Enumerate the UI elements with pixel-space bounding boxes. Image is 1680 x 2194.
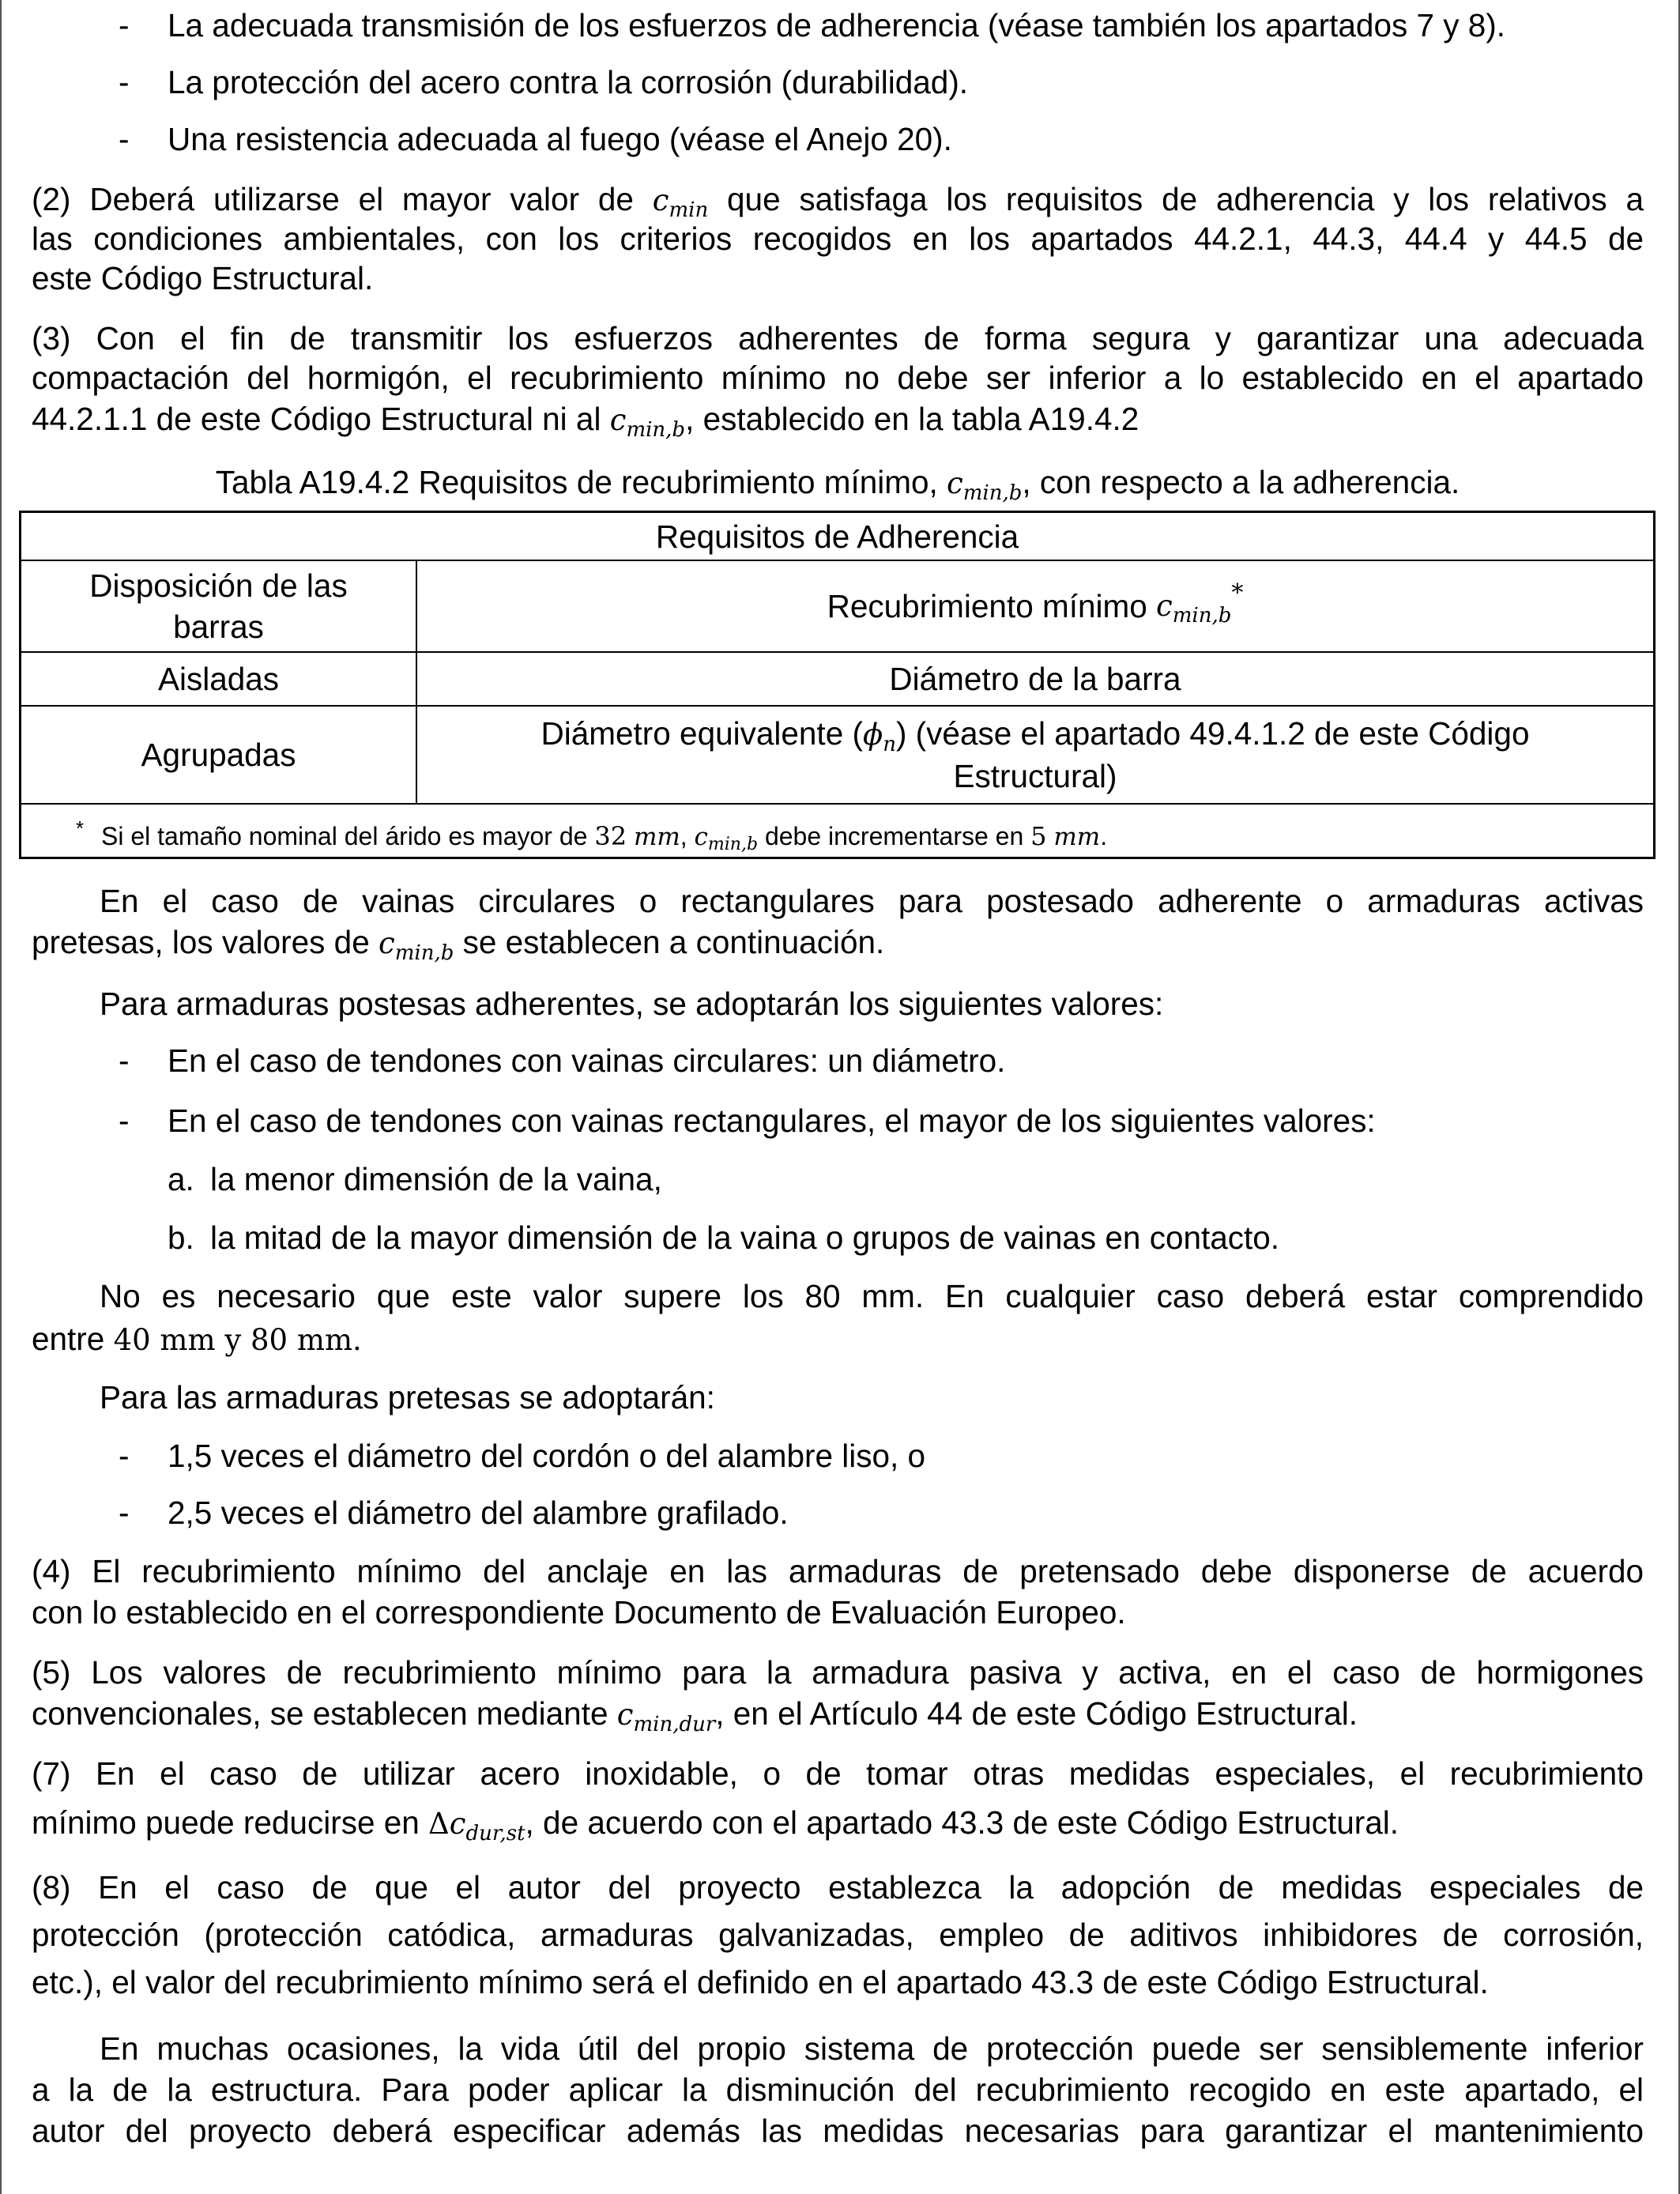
symbol-c-min-b: $c_{min,b}$ [609, 403, 686, 442]
intro-bullet-2: La protección del acero contra la corrosión (durabilidad). [168, 64, 969, 100]
paragraph-3-line-3: 44.2.1.1 de este Código Estructural ni al $c_{min,b}$, establecido en la tabla A19.4.2 [32, 401, 1139, 442]
table-footnote-mark: * [76, 816, 85, 840]
paragraph-8-line-1: (8) En el caso de que el autor del proyecto establezca la adopción de medidas especiales de [32, 1869, 1644, 1906]
paragraph-5-line-2: convencionales, se establecen mediante $c_{min,dur}$, en el Artículo 44 de este Código Estructural. [32, 1695, 1358, 1736]
last-paragraph-line-1: En muchas ocasiones, la vida útil del propio sistema de protección puede ser sensiblemente inferior [100, 2030, 1644, 2067]
bullet-dash: - [119, 1495, 130, 1531]
post-tensioned-intro: Para armaduras postesas adherentes, se adoptarán los siguientes valores: [100, 986, 1164, 1022]
paragraph-7-line-2: mínimo puede reducirse en $\Delta c_{dur,st}$, de acuerdo con el apartado 43.3 de este Código Estructural. [32, 1804, 1399, 1845]
intro-bullet-3: Una resistencia adecuada al fuego (véase el Anejo 20). [168, 121, 952, 157]
symbol-phi-n: $\phi_n$ [862, 718, 896, 756]
post-tensioned-bullet-1: En el caso de tendones con vainas circulares: un diámetro. [168, 1042, 1006, 1079]
table-rule [19, 803, 1655, 805]
paragraph-3-line-2: compactación del hormigón, el recubrimiento mínimo no debe ser inferior a lo establecido en el apartado [32, 360, 1644, 396]
limit-paragraph-line-2: entre 40 mm y 80 mm. [32, 1321, 362, 1357]
ducts-paragraph-line-1: En el caso de vainas circulares o rectangulares para postesado adherente o armaduras activas [100, 883, 1644, 919]
symbol-c-min-b: $c_{min,b}$ [947, 466, 1023, 505]
paragraph-8-line-2: protección (protección catódica, armaduras galvanizadas, empleo de aditivos inhibidores de corrosión, [32, 1917, 1644, 1953]
bullet-dash: - [119, 7, 130, 43]
table-caption: Tabla A19.4.2 Requisitos de recubrimiento mínimo, $c_{min,b}$, con respecto a la adherencia. [215, 464, 1460, 505]
pre-tensioned-intro: Para las armaduras pretesas se adoptarán: [100, 1379, 715, 1416]
paragraph-7-line-1: (7) En el caso de utilizar acero inoxidable, o de tomar otras medidas especiales, el recubrimiento [32, 1755, 1644, 1792]
bullet-dash: - [119, 64, 130, 100]
table-header-cover: Recubrimiento mínimo $c_{min,b}$ * [827, 579, 1244, 628]
sub-item-text: la mitad de la mayor dimensión de la vaina o grupos de vainas en contacto. [210, 1220, 1280, 1256]
sub-item-label: a. [168, 1161, 194, 1197]
paragraph-8-line-3: etc.), el valor del recubrimiento mínimo será el definido en el apartado 43.3 de este Código Estructural. [32, 1964, 1489, 2000]
bullet-dash: - [119, 1103, 130, 1139]
pre-tensioned-bullet-2: 2,5 veces el diámetro del alambre grafilado. [168, 1495, 789, 1531]
table-border-bottom [19, 857, 1655, 859]
table-row-isolated-disposition: Aisladas [157, 661, 280, 697]
last-paragraph-line-2: a la de la estructura. Para poder aplicar la disminución del recubrimiento recogido en este apartado, el [32, 2071, 1644, 2108]
ducts-paragraph-line-2: pretesas, los valores de $c_{min,b}$ se establecen a continuación. [32, 924, 885, 965]
paragraph-3-line-1: (3) Con el fin de transmitir los esfuerzos adherentes de forma segura y garantizar una adecuada [32, 320, 1644, 356]
pre-tensioned-bullet-1: 1,5 veces el diámetro del cordón o del alambre liso, o [168, 1438, 926, 1474]
last-paragraph-line-3: autor del proyecto deberá especificar además las medidas necesarias para garantizar el mantenimiento [32, 2113, 1644, 2149]
bullet-dash: - [119, 1042, 130, 1079]
symbol-c-min: $c_{min}$ [652, 183, 709, 222]
table-header-disposition: Disposición de las barras [89, 567, 348, 645]
paragraph-2-line-2: las condiciones ambientales, con los criterios recogidos en los apartados 44.2.1, 44.3, 44.4 y 44.5 de [32, 221, 1644, 257]
paragraph-2-line-3: este Código Estructural. [32, 260, 374, 296]
paragraph-4-line-1: (4) El recubrimiento mínimo del anclaje en las armaduras de pretensado debe disponerse de acuerdo [32, 1553, 1644, 1589]
table-row-grouped-disposition: Agrupadas [141, 737, 296, 773]
limit-paragraph-line-1: No es necesario que este valor supere los 80 mm. En cualquier caso deberá estar comprendido [100, 1278, 1644, 1314]
page-left-edge [0, 0, 2, 2194]
table-row-grouped-cover: Diámetro equivalente $(\phi_n)$ (véase el apartado 49.4.1.2 de este Código Estructural) [541, 715, 1530, 794]
paragraph-2-line-1: (2) Deberá utilizarse el mayor valor de $c_{min}$ que satisfaga los requisitos de adherencia y los relativos a [32, 181, 1644, 222]
bullet-dash: - [119, 1438, 130, 1474]
table-border-right [1653, 511, 1656, 859]
paragraph-5-line-1: (5) Los valores de recubrimiento mínimo para la armadura pasiva y activa, en el caso de hormigones [32, 1654, 1644, 1691]
table-row-isolated-cover: Diámetro de la barra [889, 661, 1181, 697]
symbol-delta-c-dur-st: $\Delta c_{dur,st}$ [428, 1807, 525, 1845]
symbol-c-min-dur: $c_{min,dur}$ [616, 1698, 716, 1736]
table-footnote: Si el tamaño nominal del árido es mayor de 32 mm, $c_{min,b}$ debe incrementarse en 5 mm. [101, 821, 1108, 854]
post-tensioned-bullet-2: En el caso de tendones con vainas rectangulares, el mayor de los siguientes valores: [168, 1103, 1376, 1139]
table-header-adherence: Requisitos de Adherencia [655, 518, 1019, 555]
bullet-dash: - [119, 121, 130, 157]
paragraph-4-line-2: con lo establecido en el correspondiente Documento de Evaluación Europeo. [32, 1594, 1126, 1630]
symbol-c-min-b: $c_{min,b}$ [1156, 589, 1232, 628]
intro-bullet-1: La adecuada transmisión de los esfuerzos de adherencia (véase también los apartados 7 y 8). [168, 7, 1506, 43]
symbol-c-min-b: $c_{min,b}$ [379, 926, 454, 965]
sub-item-label: b. [168, 1220, 194, 1256]
sub-item-text: la menor dimensión de la vaina, [210, 1161, 662, 1197]
